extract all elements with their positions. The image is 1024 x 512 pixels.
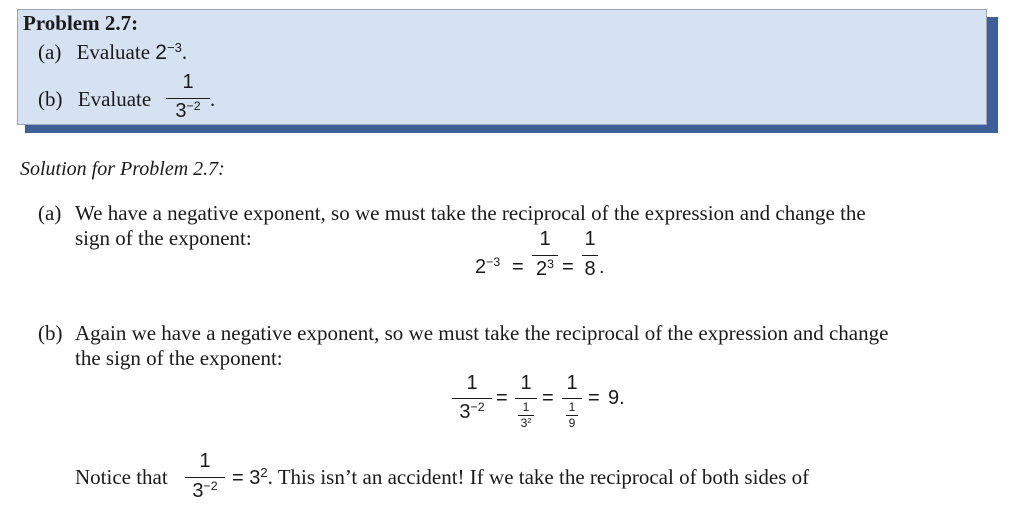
- solution-a-f1-numerator: 1: [539, 228, 551, 250]
- problem-part-a-text: Evaluate: [76, 40, 151, 64]
- problem-part-a: (a) Evaluate $2^{-3}$.: [38, 39, 188, 64]
- solution-part-b-line1: Again we have a negative exponent, so we must take the reciprocal of the expression and change: [75, 321, 889, 345]
- solution-b-f1-denominator: $3^{-2}$: [459, 400, 485, 423]
- solution-part-b-line2: the sign of the exponent:: [75, 346, 283, 370]
- notice-fraction-bar: [185, 477, 225, 478]
- problem-part-b: [38, 87, 151, 112]
- problem-box-shadow-right: [987, 17, 998, 133]
- solution-part-a-line2: sign of the exponent:: [75, 226, 252, 250]
- problem-box-shadow-bottom: [25, 125, 998, 133]
- problem-b-fraction-denominator: $3^{-2}$: [175, 99, 201, 122]
- solution-a-eq1: =: [512, 256, 524, 278]
- solution-part-b-label: (b): [38, 321, 63, 345]
- solution-a-eq2: =: [562, 256, 574, 278]
- solution-b-f3-sub-numerator: 1: [568, 400, 576, 414]
- solution-a-period: .: [599, 256, 605, 278]
- solution-b-f1-bar: [452, 398, 492, 399]
- notice-fraction-denominator: $3^{-2}$: [192, 479, 218, 502]
- solution-b-f2-numerator: 1: [520, 372, 532, 394]
- solution-b-f2-sub-numerator: 1: [522, 400, 530, 414]
- solution-b-f3-sub-denominator: 9: [568, 416, 576, 430]
- problem-box: [17, 9, 987, 125]
- solution-a-f1-bar: [532, 255, 558, 256]
- problem-part-b-text: Evaluate: [77, 87, 152, 111]
- solution-b-f2-bar: [515, 398, 537, 399]
- solution-a-f2-bar: [582, 255, 598, 256]
- solution-a-f2-numerator: 1: [584, 228, 596, 250]
- solution-title: Solution for Problem 2.7:: [20, 158, 225, 180]
- solution-b-result: 9.: [608, 387, 625, 409]
- solution-b-eq2: =: [542, 387, 554, 409]
- problem-part-a-expression: $2^{-3}$: [155, 39, 182, 64]
- problem-title: Problem 2.7:: [23, 11, 139, 35]
- notice-pre: Notice that: [75, 465, 168, 489]
- solution-a-lhs: $2^{-3}$: [475, 255, 501, 278]
- problem-b-fraction-numerator: 1: [182, 71, 194, 93]
- problem-b-period: .: [210, 87, 216, 111]
- solution-a-f2-denominator: 8: [584, 258, 596, 280]
- solution-b-eq1: =: [496, 387, 508, 409]
- problem-part-b-label: (b): [38, 87, 63, 111]
- solution-b-f1-numerator: 1: [466, 372, 478, 394]
- notice-rest: = $3^2$. This isn’t an accident! If we take the reciprocal of both sides of: [232, 464, 810, 489]
- solution-a-f1-denominator: $2^3$: [535, 257, 555, 280]
- solution-part-a-line1: We have a negative exponent, so we must take the reciprocal of the expression and change the: [75, 201, 866, 225]
- solution-part-a-label: (a): [38, 201, 62, 225]
- solution-b-f3-numerator: 1: [566, 372, 578, 394]
- notice-fraction-numerator: 1: [199, 450, 211, 472]
- problem-part-a-label: (a): [38, 40, 62, 64]
- solution-b-f3-bar: [562, 398, 582, 399]
- solution-b-eq3: =: [588, 387, 600, 409]
- solution-b-f2-sub-denominator: $3^2$: [520, 415, 532, 430]
